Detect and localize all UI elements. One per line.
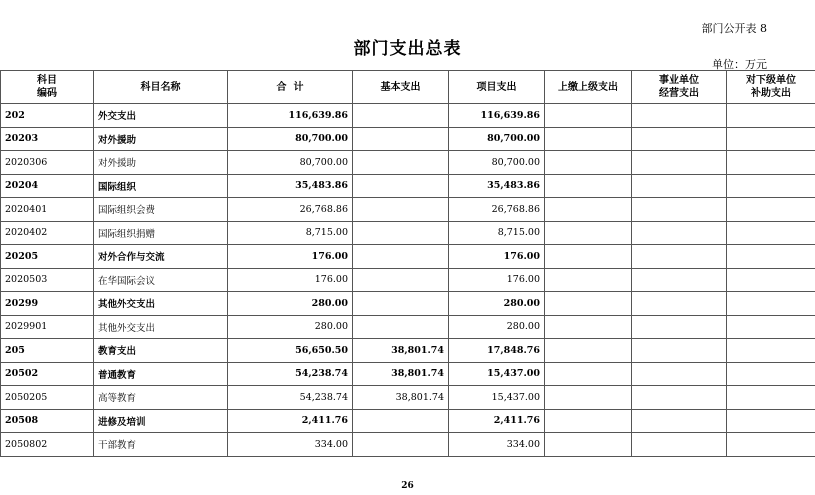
cell-business (632, 386, 727, 410)
cell-business (632, 409, 727, 433)
cell-code: 20203 (1, 127, 94, 151)
cell-code: 20204 (1, 174, 94, 198)
table-body (1, 104, 815, 457)
cell-upper (545, 221, 632, 245)
cell-total: 176.00 (228, 268, 353, 292)
cell-business (632, 104, 727, 128)
table-row (1, 174, 815, 198)
cell-basic: 38,801.74 (353, 362, 449, 386)
cell-name: 干部教育 (94, 433, 228, 457)
cell-business (632, 292, 727, 316)
cell-business (632, 433, 727, 457)
cell-name: 其他外交支出 (94, 292, 228, 316)
cell-upper (545, 268, 632, 292)
cell-code: 2020306 (1, 151, 94, 175)
cell-subsidy (727, 339, 815, 363)
cell-total: 54,238.74 (228, 362, 353, 386)
cell-project: 334.00 (449, 433, 545, 457)
unit-label: 单位：万元 (712, 58, 767, 71)
cell-name: 国际组织 (94, 174, 228, 198)
cell-subsidy (727, 315, 815, 339)
cell-name: 高等教育 (94, 386, 228, 410)
cell-total: 54,238.74 (228, 386, 353, 410)
cell-business (632, 151, 727, 175)
table-row (1, 198, 815, 222)
table-row (1, 245, 815, 269)
cell-project: 17,848.76 (449, 339, 545, 363)
cell-total: 280.00 (228, 315, 353, 339)
cell-upper (545, 198, 632, 222)
header-total: 合 计 (228, 71, 353, 104)
cell-name: 外交支出 (94, 104, 228, 128)
cell-name: 在华国际会议 (94, 268, 228, 292)
cell-subsidy (727, 174, 815, 198)
cell-name: 国际组织会费 (94, 198, 228, 222)
cell-subsidy (727, 221, 815, 245)
cell-name: 对外合作与交流 (94, 245, 228, 269)
header-code: 科目 编码 (1, 71, 94, 104)
cell-business (632, 339, 727, 363)
cell-basic (353, 104, 449, 128)
header-subsidy: 对下级单位 补助支出 (727, 71, 815, 104)
cell-project: 80,700.00 (449, 151, 545, 175)
cell-basic (353, 151, 449, 175)
cell-code: 20299 (1, 292, 94, 316)
cell-upper (545, 292, 632, 316)
cell-business (632, 127, 727, 151)
cell-project: 26,768.86 (449, 198, 545, 222)
cell-subsidy (727, 409, 815, 433)
cell-project: 280.00 (449, 292, 545, 316)
table-row (1, 386, 815, 410)
cell-upper (545, 245, 632, 269)
table-row (1, 221, 815, 245)
table-row (1, 292, 815, 316)
table-header-row (1, 71, 815, 104)
cell-total: 35,483.86 (228, 174, 353, 198)
header-business: 事业单位 经营支出 (632, 71, 727, 104)
cell-total: 116,639.86 (228, 104, 353, 128)
cell-code: 20508 (1, 409, 94, 433)
cell-total: 280.00 (228, 292, 353, 316)
cell-basic (353, 409, 449, 433)
cell-total: 176.00 (228, 245, 353, 269)
cell-code: 20205 (1, 245, 94, 269)
cell-subsidy (727, 362, 815, 386)
cell-name: 教育支出 (94, 339, 228, 363)
cell-subsidy (727, 104, 815, 128)
cell-business (632, 174, 727, 198)
header-name: 科目名称 (94, 71, 228, 104)
cell-subsidy (727, 386, 815, 410)
cell-upper (545, 104, 632, 128)
cell-basic (353, 433, 449, 457)
cell-project: 2,411.76 (449, 409, 545, 433)
cell-project: 80,700.00 (449, 127, 545, 151)
header-upper: 上缴上级支出 (545, 71, 632, 104)
cell-total: 2,411.76 (228, 409, 353, 433)
table-row (1, 268, 815, 292)
cell-upper (545, 409, 632, 433)
cell-basic: 38,801.74 (353, 339, 449, 363)
cell-subsidy (727, 127, 815, 151)
cell-project: 176.00 (449, 245, 545, 269)
cell-name: 普通教育 (94, 362, 228, 386)
cell-code: 2029901 (1, 315, 94, 339)
cell-business (632, 245, 727, 269)
cell-subsidy (727, 433, 815, 457)
cell-basic (353, 268, 449, 292)
cell-code: 2020503 (1, 268, 94, 292)
cell-total: 80,700.00 (228, 151, 353, 175)
cell-code: 2050205 (1, 386, 94, 410)
cell-basic: 38,801.74 (353, 386, 449, 410)
cell-total: 334.00 (228, 433, 353, 457)
table-row (1, 339, 815, 363)
cell-business (632, 315, 727, 339)
cell-name: 进修及培训 (94, 409, 228, 433)
document-title: 部门支出总表 (353, 39, 462, 59)
cell-project: 15,437.00 (449, 386, 545, 410)
cell-basic (353, 221, 449, 245)
table-row (1, 315, 815, 339)
cell-project: 280.00 (449, 315, 545, 339)
cell-project: 35,483.86 (449, 174, 545, 198)
cell-total: 26,768.86 (228, 198, 353, 222)
page-number: 26 (401, 481, 414, 491)
cell-project: 176.00 (449, 268, 545, 292)
cell-upper (545, 151, 632, 175)
cell-basic (353, 292, 449, 316)
cell-upper (545, 433, 632, 457)
header-basic: 基本支出 (353, 71, 449, 104)
cell-business (632, 362, 727, 386)
cell-name: 其他外交支出 (94, 315, 228, 339)
cell-basic (353, 198, 449, 222)
cell-code: 2050802 (1, 433, 94, 457)
cell-project: 116,639.86 (449, 104, 545, 128)
cell-project: 8,715.00 (449, 221, 545, 245)
cell-subsidy (727, 292, 815, 316)
cell-subsidy (727, 198, 815, 222)
cell-code: 202 (1, 104, 94, 128)
cell-name: 对外援助 (94, 151, 228, 175)
cell-basic (353, 315, 449, 339)
cell-code: 2020402 (1, 221, 94, 245)
cell-subsidy (727, 151, 815, 175)
cell-total: 56,650.50 (228, 339, 353, 363)
expenditure-table (0, 70, 815, 457)
table-row (1, 104, 815, 128)
cell-total: 8,715.00 (228, 221, 353, 245)
cell-subsidy (727, 245, 815, 269)
cell-subsidy (727, 268, 815, 292)
cell-name: 国际组织捐赠 (94, 221, 228, 245)
header-project: 项目支出 (449, 71, 545, 104)
cell-total: 80,700.00 (228, 127, 353, 151)
cell-business (632, 198, 727, 222)
document-label: 部门公开表 8 (701, 22, 767, 35)
cell-upper (545, 174, 632, 198)
cell-code: 20502 (1, 362, 94, 386)
cell-project: 15,437.00 (449, 362, 545, 386)
cell-upper (545, 315, 632, 339)
cell-basic (353, 245, 449, 269)
cell-upper (545, 386, 632, 410)
cell-upper (545, 127, 632, 151)
cell-code: 205 (1, 339, 94, 363)
table-row (1, 433, 815, 457)
cell-business (632, 221, 727, 245)
cell-code: 2020401 (1, 198, 94, 222)
cell-basic (353, 174, 449, 198)
cell-business (632, 268, 727, 292)
table-row (1, 151, 815, 175)
cell-upper (545, 339, 632, 363)
table-row (1, 409, 815, 433)
cell-upper (545, 362, 632, 386)
table-row (1, 362, 815, 386)
table-row (1, 127, 815, 151)
cell-basic (353, 127, 449, 151)
cell-name: 对外援助 (94, 127, 228, 151)
